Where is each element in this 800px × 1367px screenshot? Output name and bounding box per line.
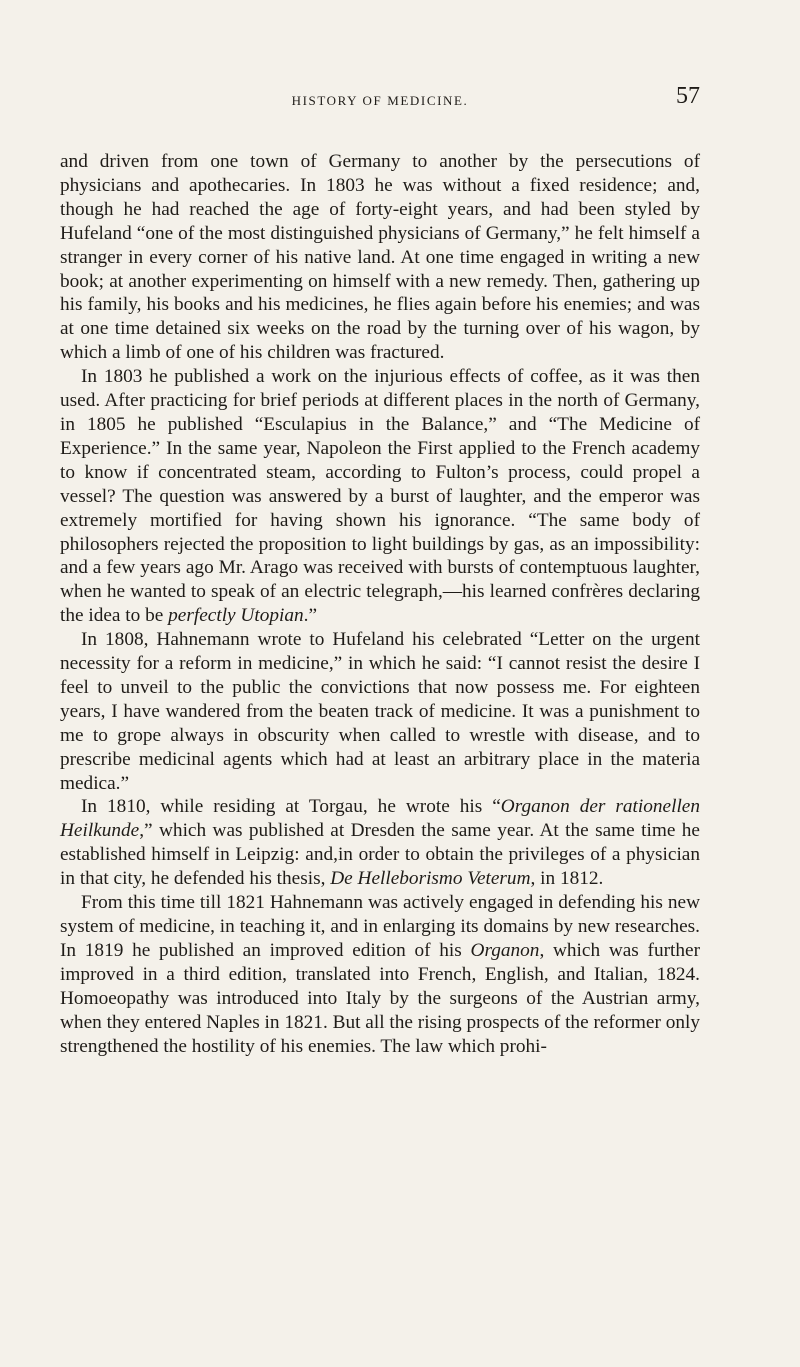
running-head-title: HISTORY OF MEDICINE. [291,93,469,108]
text-run: From this time till 1821 Hahnemann was actively engaged in defending his new system of medicine, in teaching it, and in enlarging its domains by new researches. In 1819 he published an improved edition of his [60,892,700,961]
page-number: 57 [676,83,700,109]
text-run: , in 1812. [530,868,604,890]
text-run: and driven from one town of Germany to another by the persecutions of physicians and apothecaries. In 1803 he was without a fixed residence; and, though he had reached the age of forty-eight years, and had been styled by Hufeland “one of the most distinguished physicians of Germany,” he felt himself a stranger in every corner of his native land. At one time engaged in writing a new book; at another experimenting on himself with a new remedy. Then, gathering up his family, his books and his medicines, he flies again before his enemies; and was at one time detained six weeks on the road by the turning over of his wagon, by which a limb of one of his children was fractured. [60,151,700,364]
italic-text: Organon der rationellen Heilkunde [60,796,700,842]
paragraph [60,365,700,628]
paragraph [60,795,700,891]
paragraph [60,891,700,1058]
running-head [60,83,700,113]
paragraph [60,628,700,795]
italic-text: Organon [470,939,540,961]
body-text [60,150,700,1058]
italic-text: perfectly Utopian [168,605,304,627]
text-run: , which was further improved in a third edition, translated into French, English, and Italian, 1824. Homoeopathy was introduced into Italy by the surgeons of the Austrian army, when they entered Naples in 1821. But all the rising prospects of the reformer only strengthened the hostility of his enemies. The law which prohi- [60,939,700,1057]
paragraph [60,150,700,365]
italic-text: De Helleborismo Veterum [330,868,531,890]
text-run: In 1803 he published a work on the injurious effects of coffee, as it was then used. After practicing for brief periods at different places in the north of Germany, in 1805 he published “Esculapius in the Balance,” and “The Medicine of Experience.” In the same year, Napoleon the First applied to the French academy to know if concentrated steam, according to Fulton’s process, could propel a vessel? The question was answered by a burst of laughter, and the emperor was extremely mortified for having shown his ignorance. “The same body of philosophers rejected the proposition to light buildings by gas, as an impossibility: and a few years ago Mr. Arago was received with bursts of contemptuous laughter, when he wanted to speak of an electric telegraph,—his learned confrères declaring the idea to be [60,366,700,627]
text-run: .” [303,605,318,627]
text-run: In 1810, while residing at Torgau, he wrote his “ [81,796,501,818]
text-run: ,” which was published at Dresden the same year. At the same time he established himself in Leipzig: and,in order to obtain the privileges of a physician in that city, he defended his thesis, [60,820,700,890]
text-run: In 1808, Hahnemann wrote to Hufeland his celebrated “Letter on the urgent necessity for a reform in medicine,” in which he said: “I cannot resist the desire I feel to unveil to the public the convictions that now possess me. For eighteen years, I have wandered from the beaten track of medicine. It was a punishment to me to grope always in obscurity when called to wrestle with disease, and to prescribe medicinal agents which had at least an arbitrary place in the materia medica.” [60,629,700,794]
